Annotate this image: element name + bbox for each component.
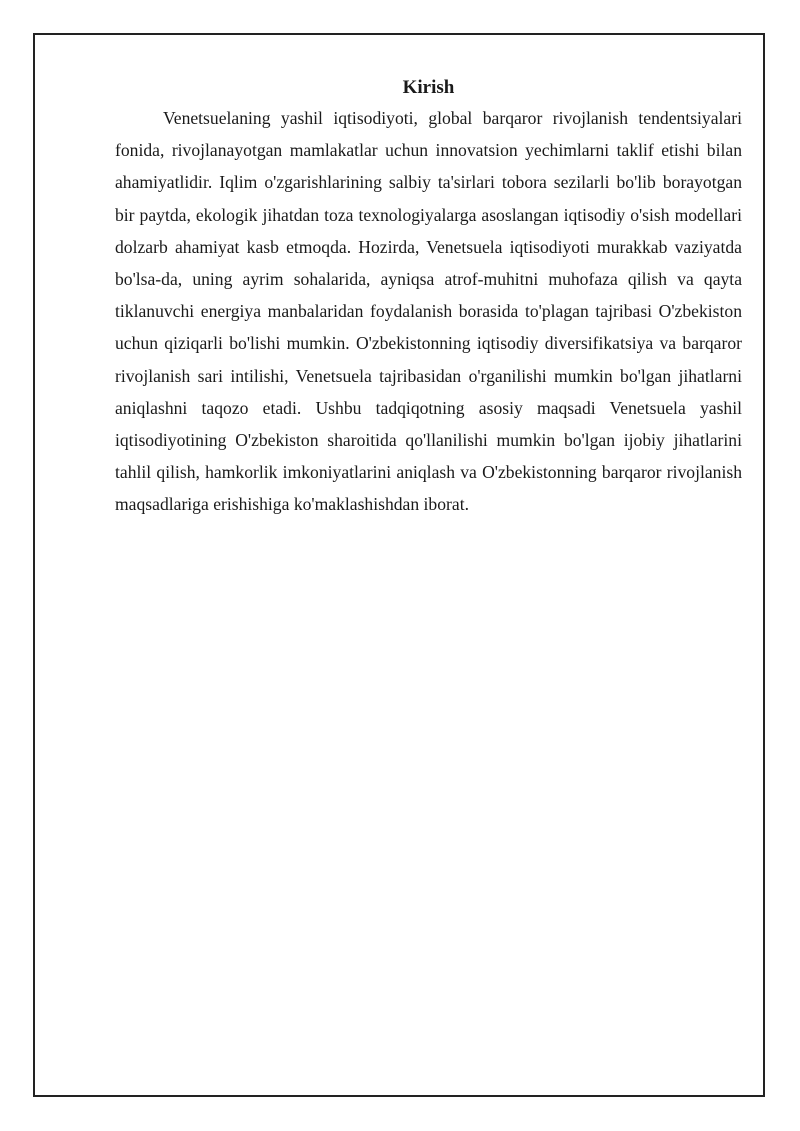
section-title: Kirish: [402, 77, 455, 98]
body-paragraph: Venetsuelaning yashil iqtisodiyoti, global barqaror rivojlanish tendentsiyalari fonida, rivojlanayotgan mamlakatlar uchun innovatsion yechimlarni taklif etishi bilan ahamiyatlidir. Iqlim o'zgarishlarining salbiy ta'sirlari tobora sezilarli bo'lib borayotgan bir paytda, ekologik jihatdan toza texnologiyalarga asoslangan iqtisodiy o'sish modellari dolzarb ahamiyat kasb etmoqda. Hozirda, Venetsuela iqtisodiyoti murakkab vaziyatda bo'lsa-da, uning ayrim sohalarida, ayniqsa atrof-muhitni muhofaza qilish va qayta tiklanuvchi energiya manbalaridan foydalanish borasida to'plagan tajribasi O'zbekiston uchun qiziqarli bo'lishi mumkin. O'zbekistonning iqtisodiy diversifikatsiya va barqaror rivojlanish sari intilishi, Venetsuela tajribasidan o'rganilishi mumkin bo'lgan jihatlarni aniqlashni taqozo etadi. Ushbu tadqiqotning asosiy maqsadi Venetsuela yashil iqtisodiyotining O'zbekiston sharoitida qo'llanilishi mumkin bo'lgan ijobiy jihatlarini tahlil qilish, hamkorlik imkoniyatlarini aniqlash va O'zbekistonning barqaror rivojlanish maqsadlariga erishishiga ko'maklashishdan iborat.: [115, 108, 742, 515]
page-content: [115, 76, 742, 521]
